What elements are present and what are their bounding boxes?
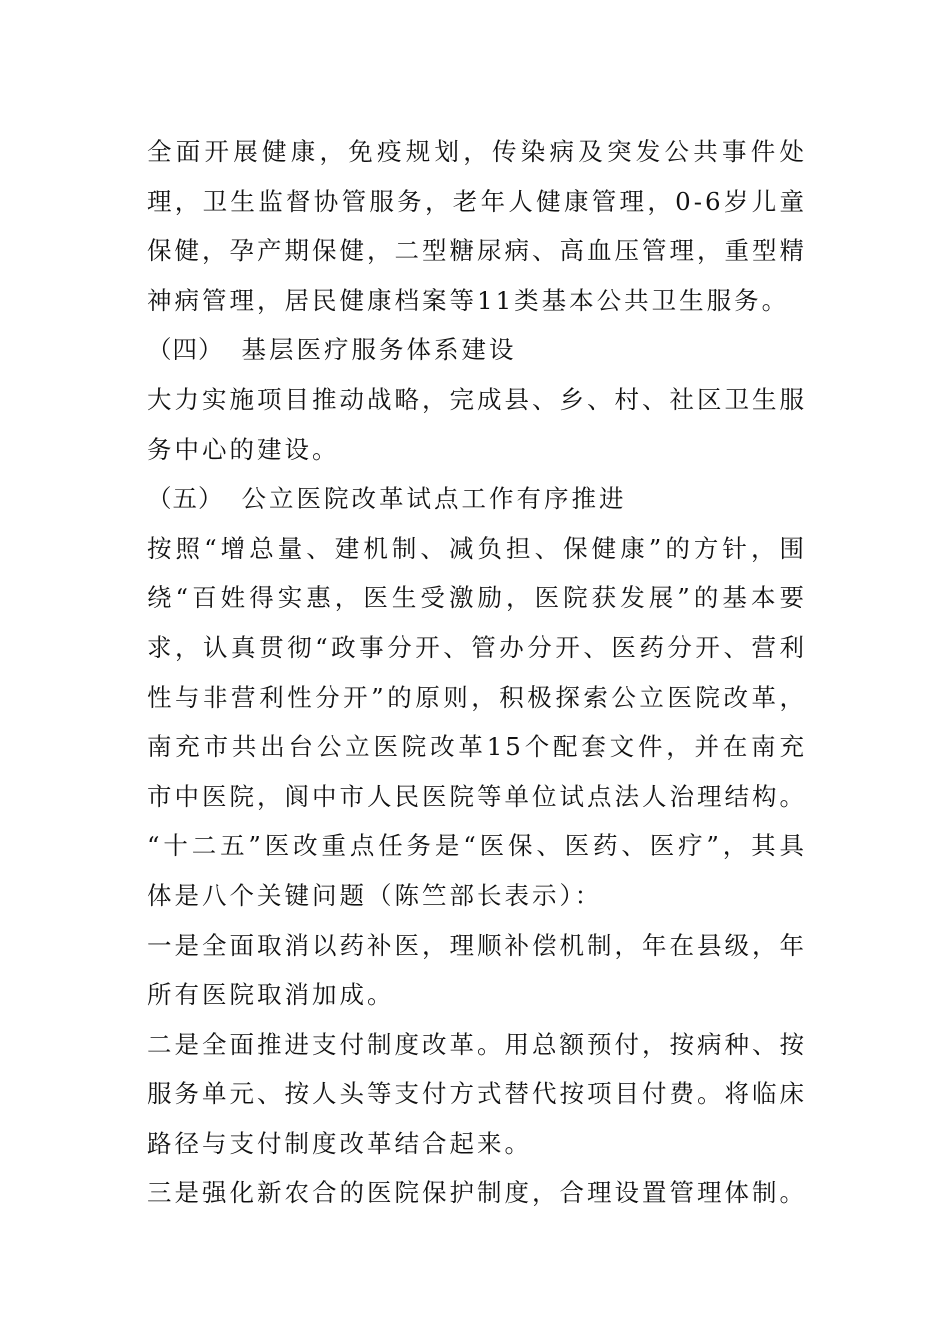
document-body <box>147 127 807 1218</box>
paragraph-item-2: 二是全面推进支付制度改革。用总额预付，按病种、按服务单元、按人头等支付方式替代按项目付费。将临床路径与支付制度改革结合起来。 <box>147 1029 807 1158</box>
section-title: 公立医院改革试点工作有序推进 <box>241 484 627 514</box>
paragraph-public-health-services: 全面开展健康，免疫规划，传染病及突发公共事件处理，卫生监督协管服务，老年人健康管理，0-6岁儿童保健，孕产期保健，二型糖尿病、高血压管理，重型精神病管理，居民健康档案等11类基本公共卫生服务。 <box>147 137 807 315</box>
paragraph-hospital-reform: 按照“增总量、建机制、减负担、保健康”的方针，围绕“百姓得实惠，医生受激励，医院获发展”的基本要求，认真贯彻“政事分开、管办分开、医药分开、营利性与非营利性分开”的原则，积极探索公立医院改革，南充市共出台公立医院改革15个配套文件，并在南充市中医院，阆中市人民医院等单位试点法人治理结构。 <box>147 533 807 811</box>
section-heading-4 <box>147 325 807 375</box>
section-heading-5 <box>147 474 807 524</box>
paragraph-key-tasks: “十二五”医改重点任务是“医保、医药、医疗”，其具体是八个关键问题（陈竺部长表示）： <box>147 831 807 910</box>
section-number: （四） <box>147 335 224 365</box>
section-number: （五） <box>147 484 224 514</box>
paragraph-project-strategy: 大力实施项目推动战略，完成县、乡、村、社区卫生服务中心的建设。 <box>147 384 807 464</box>
paragraph-item-1: 一是全面取消以药补医，理顺补偿机制，年在县级，年所有医院取消加成。 <box>147 930 807 1010</box>
paragraph-item-3: 三是强化新农合的医院保护制度，合理设置管理体制。 <box>147 1178 807 1208</box>
section-title: 基层医疗服务体系建设 <box>241 335 517 365</box>
